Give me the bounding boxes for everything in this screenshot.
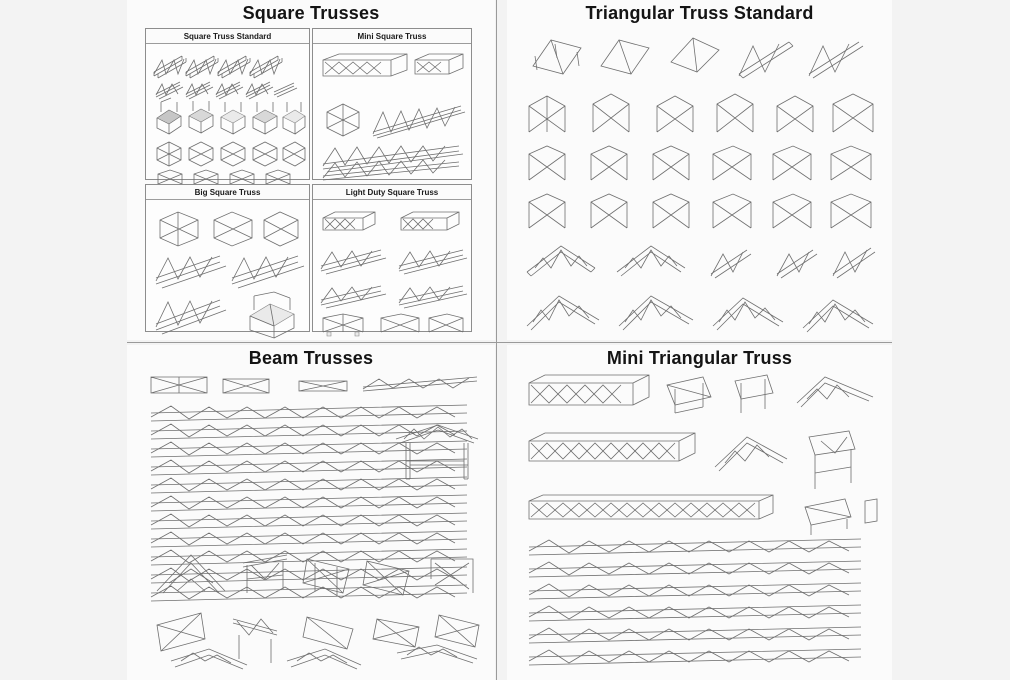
subsection-title: Big Square Truss [146,185,309,200]
truss-item [154,292,304,338]
beam-special-parts [147,549,487,674]
truss-item [319,50,467,98]
panel-beam-trusses [127,345,495,680]
truss-group-row2 [521,88,881,140]
truss-item [156,208,301,250]
mini-tri-row3 [525,491,881,537]
truss-group-row1 [521,26,881,88]
subsection-items [146,200,309,332]
truss-group-row4 [521,188,881,236]
mini-tri-long-stack [525,537,881,667]
truss-item [154,252,304,292]
panel-title-square-trusses: Square Trusses [242,3,380,23]
truss-item [151,136,306,170]
truss-group-corners [521,238,881,284]
truss-item [319,280,467,312]
panel-title-mini-triangular-truss: Mini Triangular Truss [606,348,793,368]
subsection-title: Mini Square Truss [313,29,471,44]
subsection-square-truss-standard [145,28,310,180]
beam-short-row [147,373,483,399]
panel-triangular-truss-standard [507,0,892,340]
subsection-items [313,200,471,332]
truss-item [319,206,467,242]
truss-item [319,244,467,278]
truss-group-bends [521,282,881,338]
subsection-title: Light Duty Square Truss [313,185,471,200]
subsection-items [313,44,471,180]
panel-title-beam-trusses: Beam Trusses [248,348,374,368]
subsection-light-duty-square-truss [312,184,472,332]
subsection-big-square-truss [145,184,310,332]
panel-title-triangular-truss-standard: Triangular Truss Standard [585,3,814,23]
truss-group-row3 [521,140,881,188]
mini-tri-row2 [525,427,881,497]
truss-item [319,98,467,142]
truss-item [319,310,467,336]
subsection-items [146,44,309,180]
beam-corner-block [392,417,482,489]
truss-item [319,142,467,182]
truss-item [151,98,306,136]
horizontal-divider [127,342,892,343]
subsection-mini-square-truss [312,28,472,180]
mini-tri-row1 [525,369,881,425]
vertical-divider [496,0,497,680]
panel-mini-triangular-truss [507,345,892,680]
subsection-title: Square Truss Standard [146,29,309,44]
truss-item [154,78,300,100]
